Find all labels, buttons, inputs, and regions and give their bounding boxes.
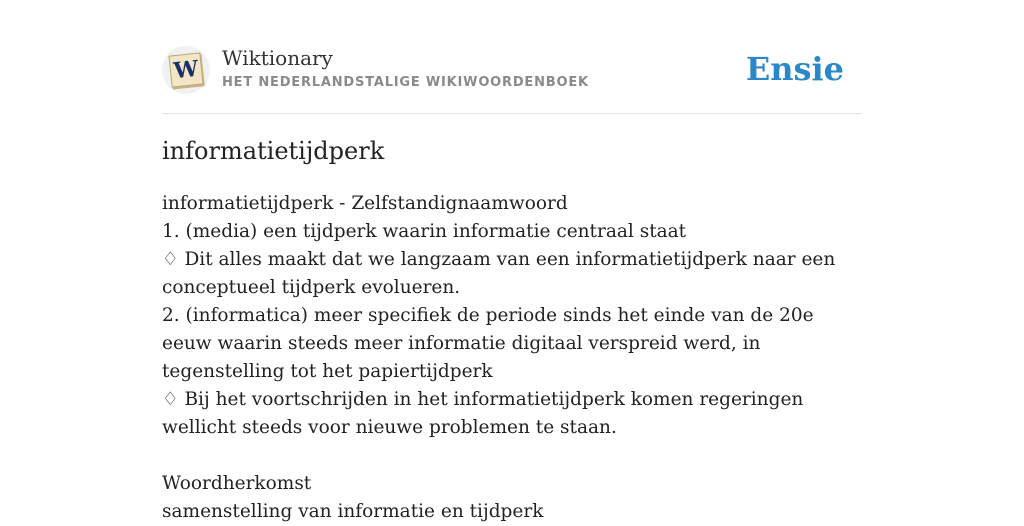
etymology-heading: Woordherkomst	[162, 473, 312, 494]
logo-tile: W	[168, 52, 203, 87]
page-title: informatietijdperk	[162, 137, 385, 165]
example-2: ♢ Bij het voortschrijden in het informatietijdperk komen regeringen wellicht steeds voor nieuwe problemen te staan.	[162, 389, 804, 438]
site-subtitle: HET NEDERLANDSTALIGE WIKIWOORDENBOEK	[222, 75, 589, 90]
header-divider	[162, 113, 862, 114]
wiktionary-logo-icon[interactable]	[162, 46, 210, 94]
spacer	[162, 442, 852, 470]
etymology-text: samenstelling van informatie en tijdperk	[162, 501, 544, 522]
site-name[interactable]: Wiktionary	[222, 46, 333, 70]
ensie-brand-link[interactable]: Ensie	[745, 50, 844, 88]
headword-line: informatietijdperk - Zelfstandignaamwoord	[162, 193, 568, 214]
definition-1: 1. (media) een tijdperk waarin informatie centraal staat	[162, 221, 687, 242]
example-1: ♢ Dit alles maakt dat we langzaam van een informatietijdperk naar een conceptueel tijdperk evolueren.	[162, 249, 836, 298]
site-header	[162, 42, 862, 112]
definition-2: 2. (informatica) meer specifiek de periode sinds het einde van de 20e eeuw waarin steeds meer informatie digitaal verspreid werd, in tegenstelling tot het papiertijdperk	[162, 305, 814, 382]
entry-content	[162, 190, 852, 526]
